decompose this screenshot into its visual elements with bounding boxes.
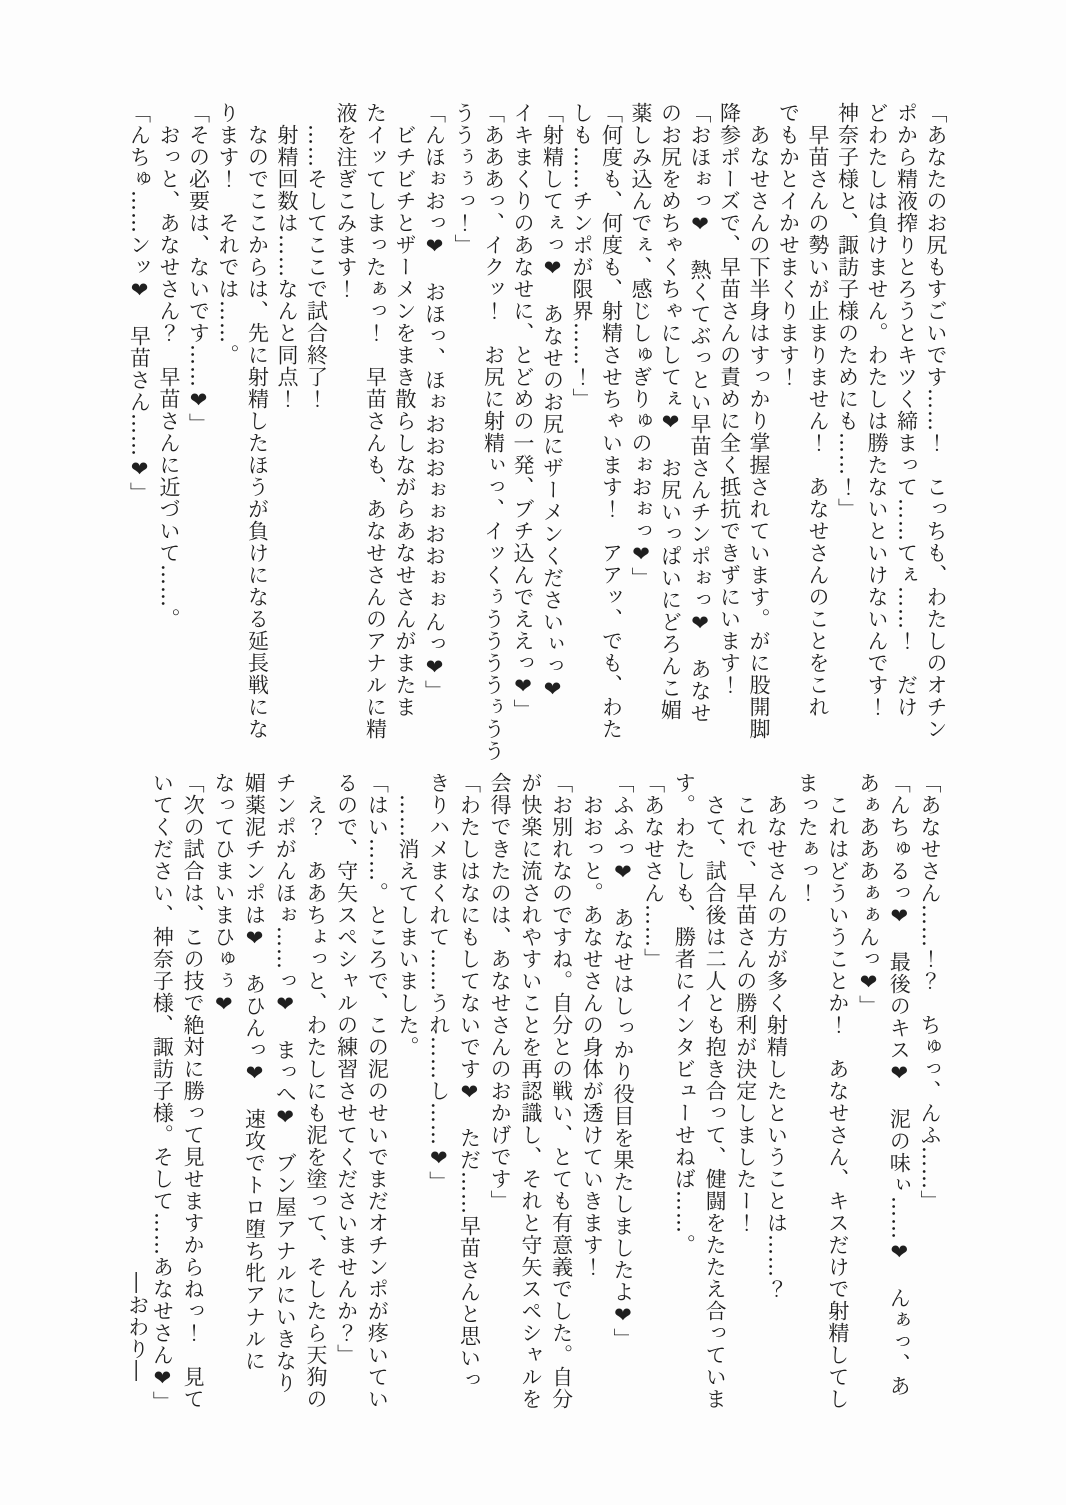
text-line: 「射精してぇっ❤ あなせのお尻にザーメンくださいぃっ❤	[540, 102, 565, 702]
text-block-bottom	[147, 772, 945, 1416]
text-line: のお尻をめちゃくちゃにしてぇ❤ お尻いっぱいにどろんこ媚	[658, 102, 683, 721]
text-line: 「お別れなのですね。自分との戦い、とても有意義でした。自分	[549, 772, 574, 1410]
text-line: 「んちゅるっ❤ 最後のキス❤ 泥の味ぃ……❤ んぁっ、あ	[887, 772, 912, 1397]
text-line: 媚薬泥チンポは❤ あひんっ❤ 速攻でトロ堕ち牝アナルに	[242, 772, 267, 1372]
text-line: 「あなたのお尻もすごいです……！ こっちも、わたしのオチン	[924, 102, 948, 740]
text-line: 会得できたのは、あなせさんのおかげです」	[488, 772, 513, 1212]
text-line: おっと、あなせさん？ 早苗さんに近づいて……。	[157, 102, 181, 630]
text-line: でもかとイかせまくります！	[776, 102, 801, 388]
text-line: 「次の試合は、この技で絶対に勝って見せますからねっ！ 見て	[181, 772, 206, 1410]
text-line: これはどういうことか！ あなせさん、キスだけで射精してし	[825, 772, 850, 1410]
text-line: なってひまいまひゅぅ❤	[211, 772, 236, 1017]
text-line: どわたしは負けません。わたしは勝たないといけないんです！	[865, 102, 889, 718]
text-line: ビチビチとザーメンをまき散らしながらあなせさんがまたま	[393, 102, 417, 718]
text-line: 「その必要は、ないです……❤」	[186, 102, 211, 435]
text-line: す。わたしも、勝者にインタビューせねば……。	[672, 772, 697, 1256]
text-line: ううぅぅっ！」	[452, 102, 476, 256]
text-line: 「あああっ、イクッ！ お尻に射精ぃっ、イッくぅううううぅうう	[481, 102, 506, 762]
text-line: ポから精液搾りとろうとキツく締まって……てぇ……！ だけ	[894, 102, 919, 718]
text-line: あぁあああぁぁんっ❤」	[856, 772, 881, 1017]
text-line: 「おほぉっ❤ 熱くてぶっとい早苗さんチンポぉっ❤ あなせ	[688, 102, 712, 724]
text-line: 降参ポーズで、早苗さんの責めに全く抵抗できずにいます！	[717, 102, 742, 696]
text-line: るので、守矢スペシャルの練習させてくださいませんか？」	[334, 772, 359, 1366]
text-line: 「んちゅ……ンッ❤ 早苗さん……❤」	[127, 102, 152, 504]
text-line: ……消えてしまいました。	[396, 772, 421, 1058]
text-line: 「わたしはなにもしてないです❤ ただ……早苗さんと思いっ	[457, 772, 482, 1391]
text-line: 神奈子様と、諏訪子様のためにも……！」	[835, 102, 860, 520]
text-block-top	[124, 102, 950, 762]
text-line: ります！ それでは……。	[216, 102, 240, 366]
text-line: なのでここからは、先に射精したほうが負けになる延長戦にな	[245, 102, 270, 740]
text-line: 「はい……。ところで、この泥のせいでまだオチンポが疼いてい	[365, 772, 390, 1410]
text-line: 射精回数は……なんと同点！	[275, 102, 299, 410]
text-line: たイッてしまったぁっ！ 早苗さんも、あなせさんのアナルに精	[363, 102, 388, 740]
text-line: さて、試合後は二人とも抱き合って、健闘をたたえ合っていま	[703, 772, 728, 1410]
text-line: 「何度も、何度も、射精させちゃいます！ アアッ、でも、わた	[599, 102, 624, 740]
text-line: まったぁっ！	[795, 772, 820, 904]
text-line: おおっと。あなせさんの身体が透けていきます！	[580, 772, 605, 1278]
text-line: きりハメまくれて……うれ……し……❤」	[426, 772, 451, 1193]
text-line: これで、早苗さんの勝利が決定しましたー！	[733, 772, 758, 1234]
text-line: チンポがんほぉ……っ❤ まっへ❤ ブン屋アナルにいきなり	[273, 772, 298, 1394]
text-line: 「あなせさん……！？ ちゅっ、んふ……」	[918, 772, 942, 1212]
text-line: 薬しみ込んでぇ、感じしゅぎりゅのぉおぉっ❤」	[629, 102, 653, 589]
text-line: 早苗さんの勢いが止まりません！ あなせさんのことをこれ	[806, 102, 830, 718]
text-line: 「あなせさん……」	[641, 772, 666, 970]
text-line: え？ ああちょっと、わたしにも泥を塗って、そしたら天狗の	[303, 772, 328, 1410]
text-line: しも……チンポが限界……！」	[570, 102, 594, 410]
text-line: イキまくりのあなせに、とどめの一発、ブチ込んでええっ❤」	[511, 102, 535, 721]
text-line: あなせさんの下半身はすっかり掌握されています。がに股開脚	[747, 102, 771, 740]
text-line: 「んほぉおっ❤ おほっ、ほぉおおおぉぉおおぉぉんっ❤」	[422, 102, 447, 702]
text-line: ……そしてここで試合終了！	[304, 102, 329, 410]
text-line: あなせさんの方が多く射精したということは……？	[764, 772, 789, 1300]
text-line: 液を注ぎこみます！	[334, 102, 358, 300]
text-line: が快楽に流されやすいことを再認識し、それと守矢スペシャルを	[518, 772, 543, 1410]
end-mark: ―おわり―	[125, 1272, 150, 1382]
text-line: 「ふふっ❤ あなせはしっかり役目を果たしましたよ❤」	[610, 772, 635, 1350]
text-line: いてください、神奈子様、諏訪子様。そして……あなせさん❤」	[150, 772, 175, 1413]
